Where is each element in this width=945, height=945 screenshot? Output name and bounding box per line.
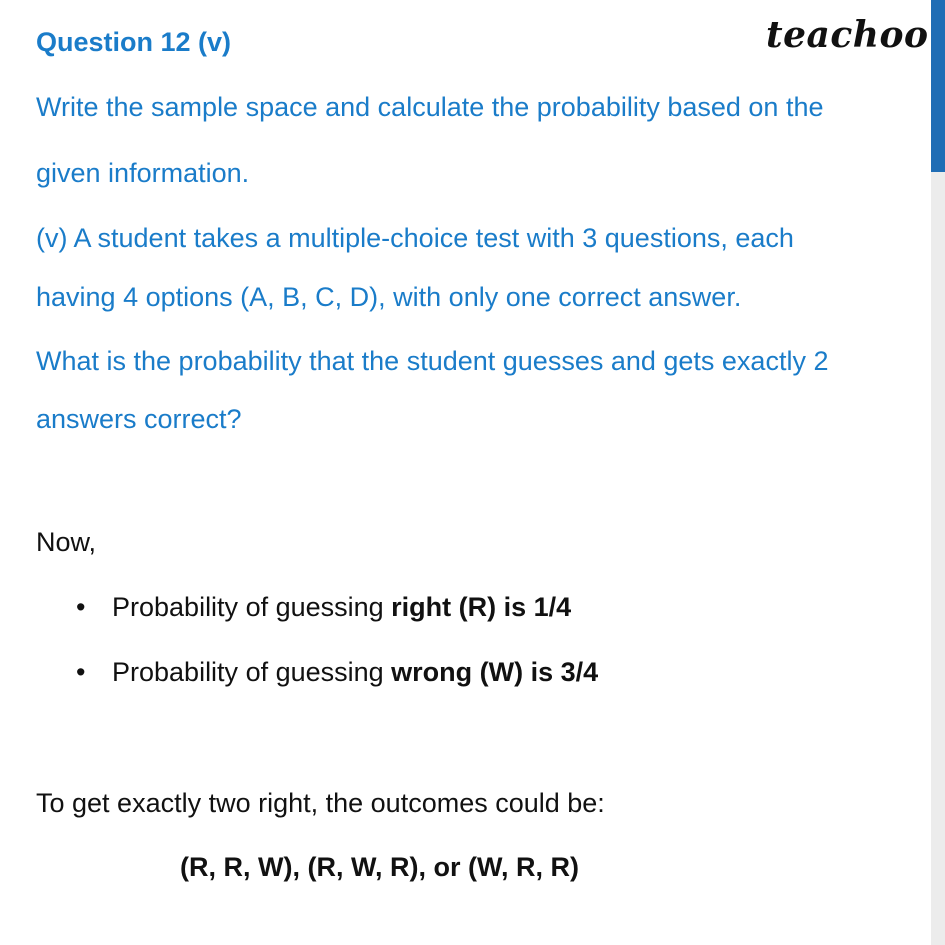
question-line-6: answers correct? bbox=[36, 404, 242, 434]
bullet-icon: • bbox=[76, 592, 86, 622]
bullet-wrong bbox=[76, 655, 598, 689]
question-title: Question 12 (v) bbox=[36, 27, 232, 57]
scrollbar-thumb[interactable] bbox=[931, 0, 945, 172]
bullet-wrong-bold: wrong (W) is 3/4 bbox=[391, 657, 599, 687]
question-line-5: What is the probability that the student guesses and gets exactly 2 bbox=[36, 346, 829, 376]
now-label: Now, bbox=[36, 527, 97, 557]
bullet-right-bold: right (R) is 1/4 bbox=[391, 592, 572, 622]
question-line-1: Write the sample space and calculate the probability based on the bbox=[36, 92, 824, 122]
question-line-2: given information. bbox=[36, 158, 250, 188]
outcomes-intro: To get exactly two right, the outcomes could be: bbox=[36, 788, 605, 818]
bullet-icon: • bbox=[76, 657, 86, 687]
bullet-wrong-prefix: Probability of guessing bbox=[112, 657, 392, 687]
question-line-3: (v) A student takes a multiple-choice test with 3 questions, each bbox=[36, 223, 794, 253]
bullet-right bbox=[76, 590, 571, 624]
bullet-right-prefix: Probability of guessing bbox=[112, 592, 392, 622]
question-line-4: having 4 options (A, B, C, D), with only one correct answer. bbox=[36, 282, 742, 312]
teachoo-logo: teachoo bbox=[766, 14, 929, 56]
outcomes-list: (R, R, W), (R, W, R), or (W, R, R) bbox=[180, 852, 579, 882]
